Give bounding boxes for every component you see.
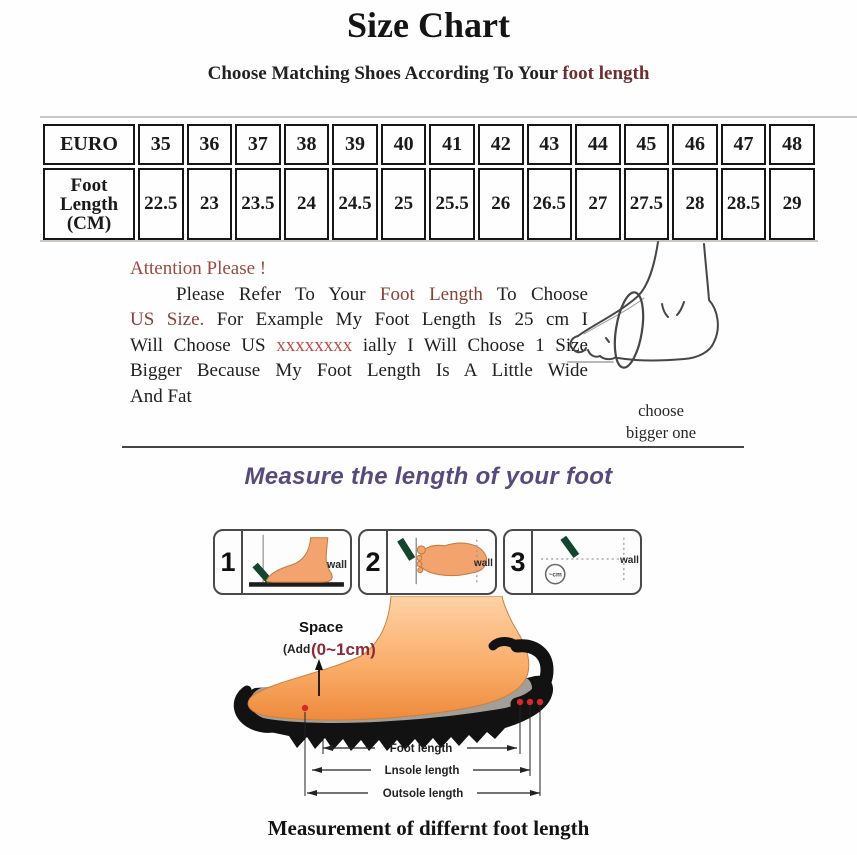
top-divider xyxy=(40,116,857,118)
length-cell: 27.5 xyxy=(624,168,670,240)
length-cell: 26.5 xyxy=(527,168,573,240)
measure-step-panel-2 xyxy=(358,529,497,595)
attention-highlight: Foot Length xyxy=(379,283,483,305)
measure-step-panel-3 xyxy=(503,529,642,595)
step-number: 2 xyxy=(360,531,388,593)
note-line: bigger one xyxy=(625,423,697,442)
size-cell: 43 xyxy=(527,124,573,165)
attention-line xyxy=(130,384,588,410)
size-cell: 38 xyxy=(284,124,330,165)
length-cell: 26 xyxy=(478,168,524,240)
measure-step-panel-1 xyxy=(213,529,352,595)
foot-length-label-cell xyxy=(43,168,135,240)
length-cell: 28 xyxy=(672,168,718,240)
measure-heading: Measure the length of your foot xyxy=(244,463,613,490)
subtitle-accent: foot length xyxy=(562,63,650,84)
attention-text: For Example My Foot Length Is 25 cm I xyxy=(204,309,588,330)
wall-label: wall xyxy=(473,558,493,570)
marker-pen-icon xyxy=(563,538,576,556)
measure-steps xyxy=(213,529,642,595)
length-cell: 28.5 xyxy=(721,168,767,240)
side-foot-icon xyxy=(266,538,332,582)
size-cell: 42 xyxy=(478,124,524,165)
attention-crossed-text: xxxxxxxx xyxy=(276,334,353,356)
step3-diagram-icon xyxy=(533,531,640,593)
attention-text: To Choose xyxy=(482,283,588,305)
size-cell: 40 xyxy=(381,124,427,165)
length-cell: 24 xyxy=(284,168,330,240)
step2-diagram-icon xyxy=(388,531,495,593)
page-title: Size Chart xyxy=(347,5,510,45)
big-toe-line xyxy=(571,336,586,352)
step-number: 3 xyxy=(505,531,533,593)
size-cell: 37 xyxy=(235,124,281,165)
length-cell: 25 xyxy=(381,168,427,240)
size-cell: 41 xyxy=(429,124,475,165)
step-number: 1 xyxy=(215,531,243,593)
space-label: Space xyxy=(299,619,344,636)
attention-text: ially I Will Choose 1 Size xyxy=(352,334,588,356)
wall-label: wall xyxy=(326,559,347,572)
size-cell: 48 xyxy=(769,124,815,165)
length-cell: 23 xyxy=(187,168,233,240)
size-cell: 39 xyxy=(332,124,378,165)
foot-length-label: Foot length xyxy=(389,743,453,755)
insole-length-label: Lnsole length xyxy=(384,765,460,777)
attention-heading: Attention Please ! xyxy=(130,258,267,279)
attention-line xyxy=(130,358,588,384)
foot-length-label-line: Foot xyxy=(70,174,108,196)
length-cell: 27 xyxy=(575,168,621,240)
subtitle xyxy=(0,63,857,85)
table-row-foot-length xyxy=(43,168,815,240)
attention-text: Will Choose US xyxy=(130,334,277,356)
size-cell: 47 xyxy=(721,124,767,165)
foot-sketch-icon xyxy=(566,238,766,408)
length-cell: 24.5 xyxy=(332,168,378,240)
table-row-euro xyxy=(43,124,815,165)
size-cell: 35 xyxy=(138,124,184,165)
step1-diagram-icon xyxy=(243,531,350,593)
attention-text: Please Refer To Your xyxy=(176,283,380,305)
note-line: choose xyxy=(638,401,684,420)
length-cell: 29 xyxy=(769,168,815,240)
length-cell: 23.5 xyxy=(235,168,281,240)
size-cell: 46 xyxy=(672,124,718,165)
length-cell: 22.5 xyxy=(138,168,184,240)
section-divider xyxy=(122,446,744,448)
wall-label: wall xyxy=(619,555,639,567)
attention-block xyxy=(130,256,588,409)
foot-shape xyxy=(248,596,529,720)
length-cell: 25.5 xyxy=(429,168,475,240)
outsole-length-label: Outsole length xyxy=(382,788,464,800)
size-cell: 44 xyxy=(575,124,621,165)
space-range-label: (0~1cm) xyxy=(311,640,376,659)
cm-label: ~cm xyxy=(548,571,562,579)
foot-length-label-line: (CM) xyxy=(66,212,112,234)
big-foot-illustration xyxy=(225,596,625,814)
euro-label-cell: EURO xyxy=(43,124,135,165)
size-cell: 45 xyxy=(624,124,670,165)
bottom-caption: Measurement of differnt foot length xyxy=(267,816,590,840)
subtitle-text: Choose Matching Shoes According To Your xyxy=(207,63,563,84)
attention-line xyxy=(130,307,588,333)
marker-pen-icon xyxy=(400,540,412,559)
choose-bigger-note xyxy=(596,400,726,444)
attention-text: Bigger Because My Foot Length Is A Little Wide xyxy=(130,360,588,381)
space-add-label: (Add xyxy=(283,642,311,656)
attention-highlight: US Size. xyxy=(130,309,205,330)
size-cell: 36 xyxy=(187,124,233,165)
size-table xyxy=(40,121,818,243)
foot-length-label-line: Length xyxy=(59,193,119,215)
attention-line xyxy=(130,333,588,359)
attention-text: And Fat xyxy=(130,385,192,407)
attention-line xyxy=(130,282,588,308)
heel-line xyxy=(618,244,718,360)
